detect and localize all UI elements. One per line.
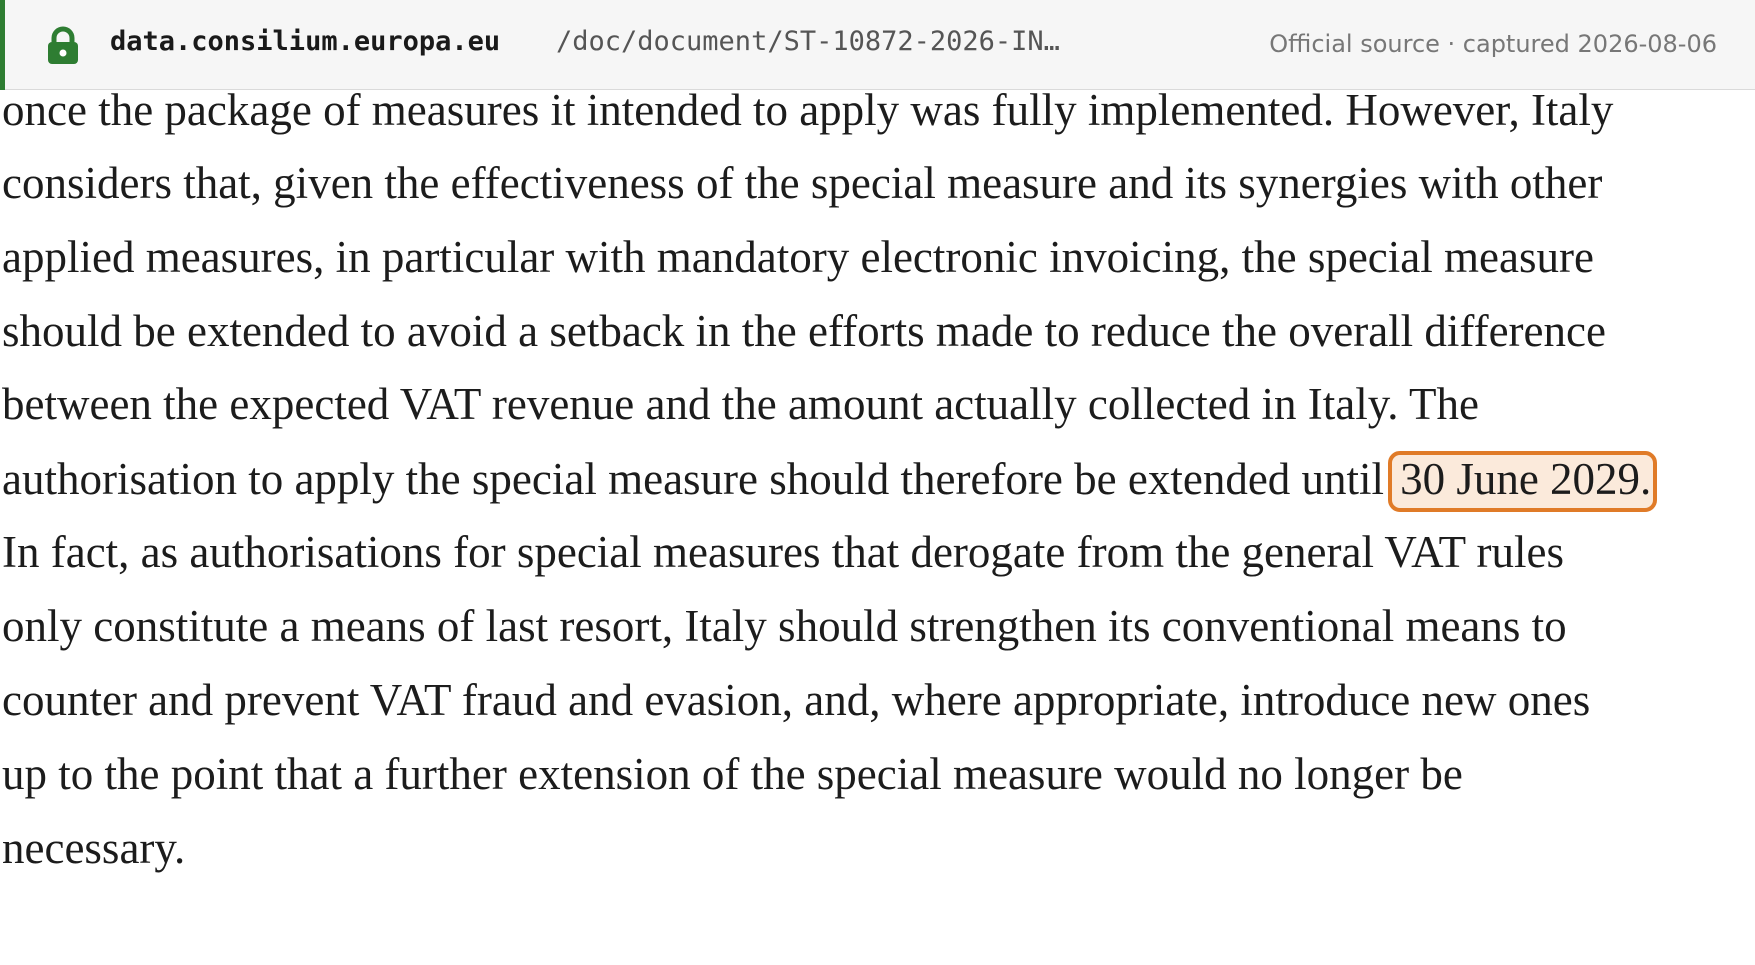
- source-capture-info: Official source · captured 2026-08-06: [1269, 30, 1717, 58]
- lock-icon: [44, 26, 82, 66]
- document-line-text: authorisation to apply the special measure should therefore be extended until: [2, 454, 1385, 504]
- document-line: should be extended to avoid a setback in the efforts made to reduce the overall difference: [2, 306, 1606, 356]
- document-line-with-highlight: [2, 454, 1657, 512]
- address-bar[interactable]: [0, 0, 1755, 90]
- document-line: considers that, given the effectiveness of the special measure and its synergies with other: [2, 158, 1603, 208]
- document-line: applied measures, in particular with mandatory electronic invoicing, the special measure: [2, 232, 1594, 282]
- document-line: between the expected VAT revenue and the amount actually collected in Italy. The: [2, 379, 1479, 429]
- url-domain[interactable]: data.consilium.europa.eu: [110, 26, 501, 57]
- document-line: up to the point that a further extension of the special measure would no longer be: [2, 749, 1463, 799]
- document-line: necessary.: [2, 823, 186, 873]
- document-line: only constitute a means of last resort, Italy should strengthen its conventional means to: [2, 601, 1567, 651]
- highlighted-date[interactable]: 30 June 2029.: [1388, 451, 1657, 512]
- document-line: counter and prevent VAT fraud and evasion, and, where appropriate, introduce new ones: [2, 675, 1591, 725]
- document-line: once the package of measures it intended to apply was fully implemented. However, Italy: [2, 85, 1614, 135]
- document-line: In fact, as authorisations for special measures that derogate from the general VAT rules: [2, 527, 1564, 577]
- secure-accent-strip: [0, 0, 5, 90]
- url-path[interactable]: /doc/document/ST-10872-2026-IN…: [556, 26, 1060, 57]
